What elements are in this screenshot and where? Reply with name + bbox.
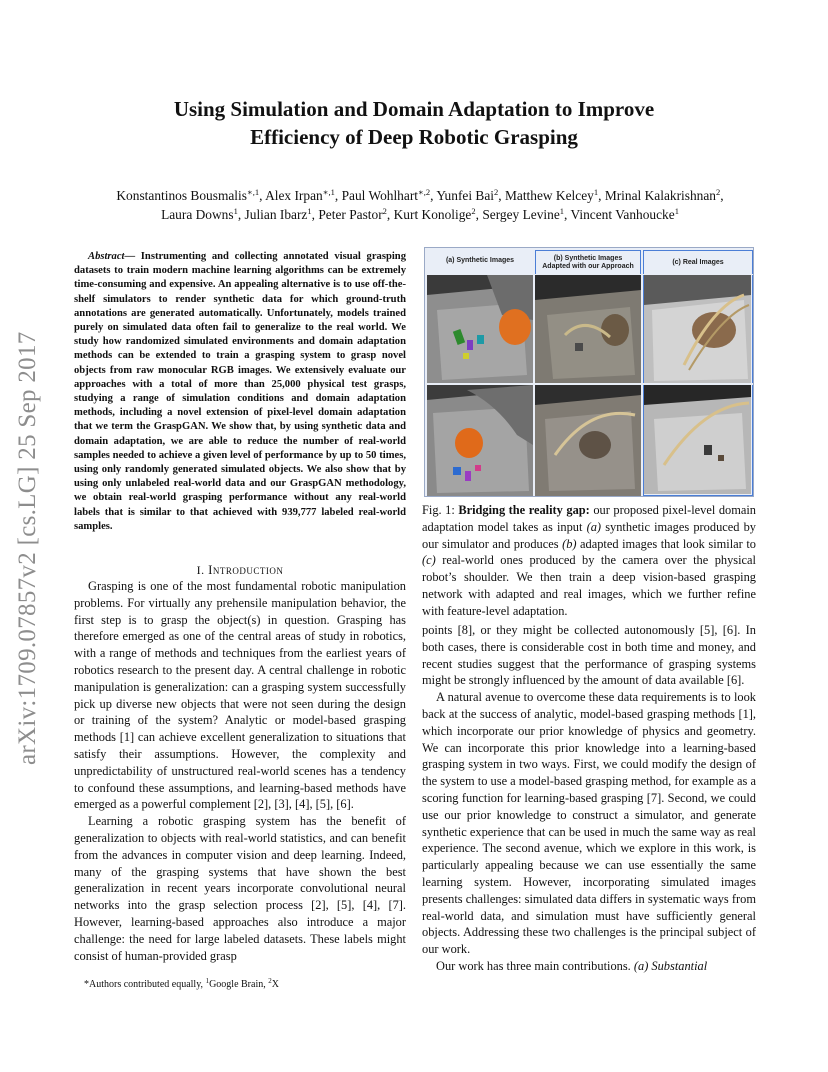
author-6: Mrinal Kalakrishnan$^2$,: [604, 187, 724, 203]
abstract-label: Abstract: [88, 251, 125, 262]
intro-paragraph-1: Grasping is one of the most fundamental robotic manipulation problems. For virtually any prehensile manipulation behavior, the first step is to grasp the object(s) in question. Grasping has therefore emerged as one of the central areas of study in robotics, with a range of methods and techniques from the earliest years of robotics research to the present day. A central challenge in robotic manipulation is generalization: can a grasping system successfully pick up diverse new objects that were not seen during the design or training of the system? Analytic or model-based grasping methods [1] can achieve excellent generalization to situations that satisfy their assumptions. However, the complexity and unpredictability of unstructured real-world scenes has a tendency to confound these assumptions, and learning-based methods have emerged as a powerful complement [2], [3], [4], [5], [6].: [74, 579, 406, 812]
author-3: Paul Wohlhart$^{∗,2}$,: [341, 187, 437, 203]
intro-paragraph-2: Learning a robotic grasping system has the benefit of generalization to objects with real-world statistics, and can benefit from the advances in computer vision and deep learning. Indeed, many of the grasping systems that have shown the best generalization in recent years incorporate convolutional neural networks into the grasp selection process [2], [5], [4], [7]. However, learning-based approaches also introduce a major challenge: the need for large labeled datasets. These labels might consist of human-provided grasp: [74, 814, 406, 963]
author-8: Julian Ibarz$^1$,: [244, 206, 319, 222]
figure-1: [424, 247, 754, 497]
synthetic-image-2: [427, 385, 533, 496]
introduction-text: [74, 578, 406, 964]
author-9: Peter Pastor$^2$,: [318, 206, 394, 222]
real-image-2: [643, 385, 753, 496]
figure-header-synthetic: (a) Synthetic Images: [445, 257, 515, 264]
section-heading-introduction: I. Introduction: [196, 562, 284, 577]
right-paragraph-2: A natural avenue to overcome these data requirements is to look back at the success of analytic, model-based grasping methods [1], which incorporate our prior knowledge of physics and geometry. We can incorporate this prior knowledge into a learning-based grasping system in two ways. First, we could modify the design of the system to use a model-based grasping method, for example as a scoring function for learning-based grasping [7]. Second, we could use our prior knowledge to construct a simulator, and generate synthetic experience that can be used in much the same way as real experience. The second avenue, which we explore in this work, is particularly appealing because we can use essentially the same learning system. However, incorporating simulated images presents challenges: simulated data differs in systematic ways from real-world data, and simulation must have sufficiently general objects. Addressing these two challenges is the principal subject of our work.: [422, 690, 756, 957]
paper-title: [100, 95, 728, 151]
abstract-text: — Instrumenting and collecting annotated visual grasping datasets to train modern machine learning algorithms can be extremely time-consuming and expensive. An appealing alternative is to use off-the-shelf simulators to render synthetic data for which ground-truth annotations are generated automatically. Unfortunately, models trained purely on simulated data often fail to generalize to the real world. We study how randomized simulated environments and domain adaptation methods can be extended to train a grasping system to grasp novel objects from raw monocular RGB images. We extensively evaluate our approaches with a total of more than 25,000 physical test grasps, studying a range of simulation conditions and domain adaptation methods, including a novel extension of pixel-level domain adaptation that we term the GraspGAN. We show that, by using synthetic data and domain adaptation, we are able to reduce the number of real-world samples needed to achieve a given level of performance by up to 50 times, using only randomly generated simulated objects. We also show that by using only unlabeled real-world data and our GraspGAN methodology, we obtain real-world grasping performance without any real-world labels that is similar to that achieved with 939,777 labeled real-world samples.: [74, 251, 406, 532]
title-line-2: Efficiency of Deep Robotic Grasping: [250, 125, 578, 149]
arxiv-identifier: arXiv:1709.07857v2 [cs.LG] 25 Sep 2017: [14, 331, 41, 765]
footnote: *Authors contributed equally, $^1$Google Brain, $^2$X: [84, 977, 279, 990]
right-column-text: [422, 622, 756, 975]
figure-header-adapted: (b) Synthetic Images Adapted with our Approach: [535, 250, 641, 274]
synthetic-image-1: [427, 275, 533, 383]
right-paragraph-3: Our work has three main contributions. (a) Substantial: [436, 958, 708, 973]
author-5: Matthew Kelcey$^1$,: [504, 187, 605, 203]
figure-1-caption: Fig. 1: Bridging the reality gap: our proposed pixel-level domain adaptation model takes as input (a) synthetic images produced by our simulator and produces (b) adapted images that look similar to (c) real-world ones produced by the camera over the physical robot’s shoulder. We then train a deep vision-based grasping network with adapted and real images, which we further refine with feature-level adaptation.: [422, 503, 756, 618]
adapted-image-1: [535, 275, 641, 383]
right-paragraph-1: points [8], or they might be collected autonomously [5], [6]. In both cases, there is considerable cost in both time and money, and recent studies suggest that the performance of grasping systems might be strongly influenced by the amount of data available [6].: [422, 623, 756, 688]
author-list: [60, 186, 780, 224]
title-line-1: Using Simulation and Domain Adaptation to Improve: [173, 97, 655, 121]
real-image-1: [643, 275, 753, 383]
author-4: Yunfei Bai$^2$,: [436, 187, 505, 203]
author-12: Vincent Vanhoucke$^1$: [570, 206, 679, 222]
author-7: Laura Downs$^1$,: [161, 206, 245, 222]
author-11: Sergey Levine$^1$,: [482, 206, 571, 222]
author-10: Kurt Konolige$^2$,: [393, 206, 483, 222]
author-1: Konstantinos Bousmalis$^{∗,1}$,: [116, 187, 266, 203]
author-2: Alex Irpan$^{∗,1}$,: [265, 187, 342, 203]
figure-header-real: (c) Real Images: [643, 250, 753, 274]
abstract: [74, 250, 406, 534]
adapted-image-2: [535, 385, 641, 496]
